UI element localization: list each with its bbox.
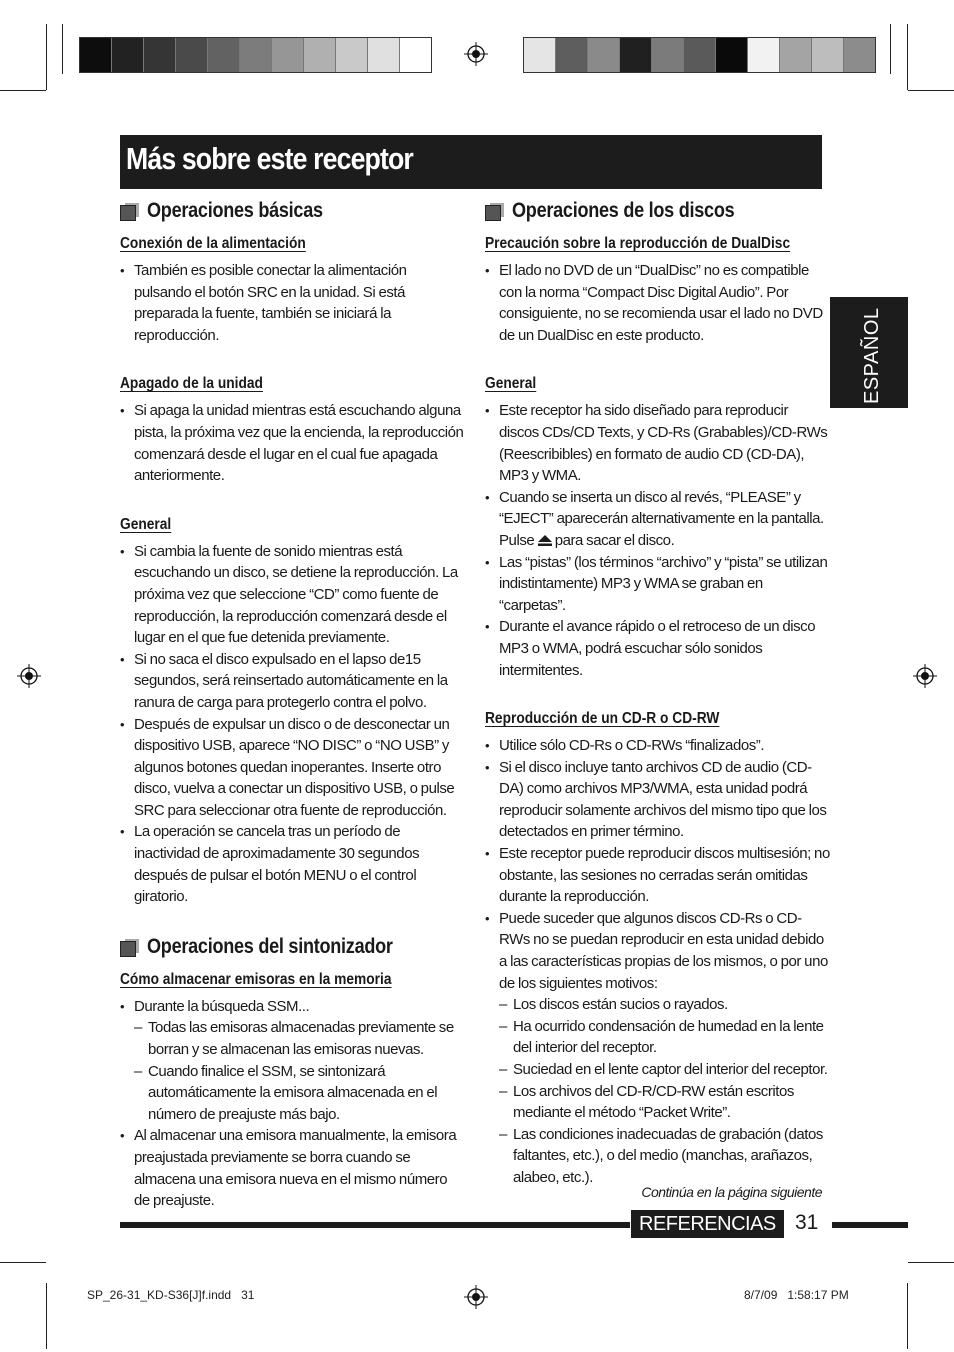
- subheading: Cómo almacenar emisoras en la memoria: [120, 970, 392, 988]
- bullet-list: [485, 260, 830, 346]
- section-label: REFERENCIAS: [631, 1210, 784, 1238]
- list-item: • El lado no DVD de un “DualDisc” no es compatible con la norma “Compact Disc Digital Audio”. Por consiguiente, no se recomienda usar el lado no DVD de un DualDisc en este producto.: [485, 260, 830, 346]
- crop-mark: [890, 24, 891, 74]
- language-tab-label: ESPAÑOL: [861, 307, 883, 404]
- list-item: • Al almacenar una emisora manualmente, la emisora preajustada previamente se borra cuando se almacena una emisora nueva en el mismo número de preajuste.: [120, 1125, 465, 1211]
- dash-item: – Todas las emisoras almacenadas previamente se borran y se almacenan las emisoras nuevas.: [134, 1017, 465, 1060]
- list-item: • Después de expulsar un disco o de desconectar un dispositivo USB, aparece “NO DISC” o “NO USB” y algunos botones quedan inoperantes. Inserte otro disco, vuelva a conectar un dispositivo USB, o pulse SRC para seleccionar otra fuente de reproducción.: [120, 714, 465, 822]
- crop-mark: [907, 24, 908, 90]
- crop-mark: [908, 90, 954, 91]
- right-column: [485, 198, 830, 1189]
- color-swatch: [812, 38, 844, 72]
- subheading: Conexión de la alimentación: [120, 235, 306, 252]
- dash-item: – Los archivos del CD-R/CD-RW están escritos mediante el método “Packet Write”.: [499, 1081, 830, 1124]
- color-swatch: [652, 38, 684, 72]
- dash-item: – Cuando finalice el SSM, se sintonizará automáticamente la emisora almacenada en el número de preajuste más bajo.: [134, 1061, 465, 1126]
- list-item: • Si cambia la fuente de sonido mientras está escuchando un disco, se detiene la reproducción. La próxima vez que seleccione “CD” como fuente de reproducción, la reproducción comenzará desde el lugar en el que fue detenida previamente.: [120, 541, 465, 649]
- color-swatch: [144, 38, 176, 72]
- dash-item: – Suciedad en el lente captor del interior del receptor.: [499, 1059, 830, 1081]
- subheading: General: [120, 515, 172, 533]
- bullet-list: [120, 996, 465, 1212]
- section-heading: Operaciones del sintonizador: [120, 934, 465, 964]
- subheading: Apagado de la unidad: [120, 375, 263, 393]
- crop-mark: [0, 90, 46, 91]
- list-item: • La operación se cancela tras un período de inactividad de aproximadamente 30 segundos después de pulsar el botón MENU o el control giratorio.: [120, 821, 465, 907]
- list-item: • Si apaga la unidad mientras está escuchando alguna pista, la próxima vez que la encienda, la reproducción comenzará desde el lugar en el cual fue apagada anteriormente.: [120, 400, 465, 486]
- dash-list: [499, 994, 830, 1188]
- language-tab: [830, 297, 908, 408]
- color-swatch: [684, 38, 716, 72]
- list-item: • Utilice sólo CD-Rs o CD-RWs “finalizados”.: [485, 735, 830, 757]
- crop-mark: [46, 24, 47, 90]
- crop-mark: [62, 24, 63, 74]
- color-bar-right: [523, 37, 876, 73]
- registration-mark-icon: [17, 664, 41, 688]
- subheading: Reproducción de un CD-R o CD-RW: [485, 710, 720, 728]
- continued-note: Continúa en la página siguiente: [641, 1184, 822, 1200]
- list-item: • Puede suceder que algunos discos CD-Rs o CD-RWs no se puedan reproducir en esta unidad debido a las características propias de los mismos, o por uno de los siguientes motivos: – Los discos están sucios o rayados. – Ha ocurrido condensación de humedad en la lente del interior del receptor. – Suciedad en el lente captor del interior del receptor. – Los archivos del CD-R/CD-RW están escritos mediante el método “Packet Write”. – Las condiciones inadecuadas de grabación (datos faltantes, etc.), o del medio (manchas, arañazos, alabeo, etc.).: [485, 908, 830, 1189]
- list-item: • Cuando se inserta un disco al revés, “PLEASE” y “EJECT” aparecerán alternativamente en la pantalla. Pulse para sacar el disco.: [485, 487, 830, 552]
- list-item: • Si el disco incluye tanto archivos CD de audio (CD-DA) como archivos MP3/WMA, esta unidad podrá reproducir solamente archivos del mismo tipo que los detectados en primer término.: [485, 757, 830, 843]
- eject-icon: [538, 535, 552, 546]
- list-item: • Durante el avance rápido o el retroceso de un disco MP3 o WMA, podrá escuchar sólo sonidos intermitentes.: [485, 616, 830, 681]
- footer-rule: [120, 1222, 630, 1228]
- list-item: • Durante la búsqueda SSM... – Todas las emisoras almacenadas previamente se borran y se almacenan las emisoras nuevas. – Cuando finalice el SSM, se sintonizará automáticamente la emisora almacenada en el número de preajuste más bajo.: [120, 996, 465, 1126]
- footer-rule: [832, 1222, 908, 1228]
- crop-mark: [908, 1262, 954, 1263]
- subheading: Precaución sobre la reproducción de DualDisc: [485, 235, 791, 252]
- crop-mark: [0, 1262, 46, 1263]
- color-swatch: [80, 38, 112, 72]
- list-item: • Si no saca el disco expulsado en el lapso de15 segundos, será reinsertado automáticamente en la ranura de carga para protegerlo contra el polvo.: [120, 649, 465, 714]
- section-square-icon: [120, 941, 136, 957]
- color-swatch: [844, 38, 875, 72]
- section-heading: Operaciones básicas: [120, 198, 465, 228]
- registration-mark-icon: [464, 1285, 488, 1309]
- bullet-list: [120, 541, 465, 908]
- dash-item: – Ha ocurrido condensación de humedad en la lente del interior del receptor.: [499, 1016, 830, 1059]
- left-column: [120, 198, 465, 1212]
- registration-mark-icon: [913, 664, 937, 688]
- color-swatch: [272, 38, 304, 72]
- page-title-bar: [120, 135, 822, 189]
- color-swatch: [400, 38, 431, 72]
- print-slug-date: 8/7/09 1:58:17 PM: [744, 1288, 849, 1302]
- color-swatch: [620, 38, 652, 72]
- print-slug-file: SP_26-31_KD-S36[J]f.indd 31: [87, 1288, 255, 1302]
- list-item: • Este receptor puede reproducir discos multisesión; no obstante, las sesiones no cerradas serán omitidas durante la reproducción.: [485, 843, 830, 908]
- crop-mark: [907, 1283, 908, 1349]
- dash-item: – Las condiciones inadecuadas de grabación (datos faltantes, etc.), o del medio (manchas, arañazos, alabeo, etc.).: [499, 1124, 830, 1189]
- color-bar-left: [79, 37, 432, 73]
- color-swatch: [748, 38, 780, 72]
- dash-list: [134, 1017, 465, 1125]
- color-swatch: [304, 38, 336, 72]
- page-number: 31: [795, 1211, 819, 1234]
- dash-item: – Los discos están sucios o rayados.: [499, 994, 830, 1016]
- bullet-list: [120, 260, 465, 346]
- color-swatch: [336, 38, 368, 72]
- list-item: • También es posible conectar la alimentación pulsando el botón SRC en la unidad. Si está preparada la fuente, también se iniciará la reproducción.: [120, 260, 465, 346]
- color-swatch: [556, 38, 588, 72]
- crop-mark: [46, 1283, 47, 1349]
- subheading: General: [485, 375, 537, 393]
- section-square-icon: [120, 205, 136, 221]
- color-swatch: [588, 38, 620, 72]
- page-title: Más sobre este receptor: [126, 141, 413, 176]
- color-swatch: [208, 38, 240, 72]
- list-item: • Este receptor ha sido diseñado para reproducir discos CDs/CD Texts, y CD-Rs (Grabables)/CD-RWs (Reescribibles) en formato de audio CD (CD-DA), MP3 y WMA.: [485, 400, 830, 486]
- section-square-icon: [485, 205, 501, 221]
- registration-mark-icon: [464, 42, 488, 66]
- color-swatch: [780, 38, 812, 72]
- color-swatch: [176, 38, 208, 72]
- bullet-list: [485, 400, 830, 681]
- section-heading: Operaciones de los discos: [485, 198, 830, 228]
- color-swatch: [112, 38, 144, 72]
- color-swatch: [240, 38, 272, 72]
- color-swatch: [368, 38, 400, 72]
- list-item: • Las “pistas” (los términos “archivo” y “pista” se utilizan indistintamente) MP3 y WMA se graban en “carpetas”.: [485, 552, 830, 617]
- color-swatch: [524, 38, 556, 72]
- bullet-list: [485, 735, 830, 1188]
- bullet-list: [120, 400, 465, 486]
- color-swatch: [716, 38, 748, 72]
